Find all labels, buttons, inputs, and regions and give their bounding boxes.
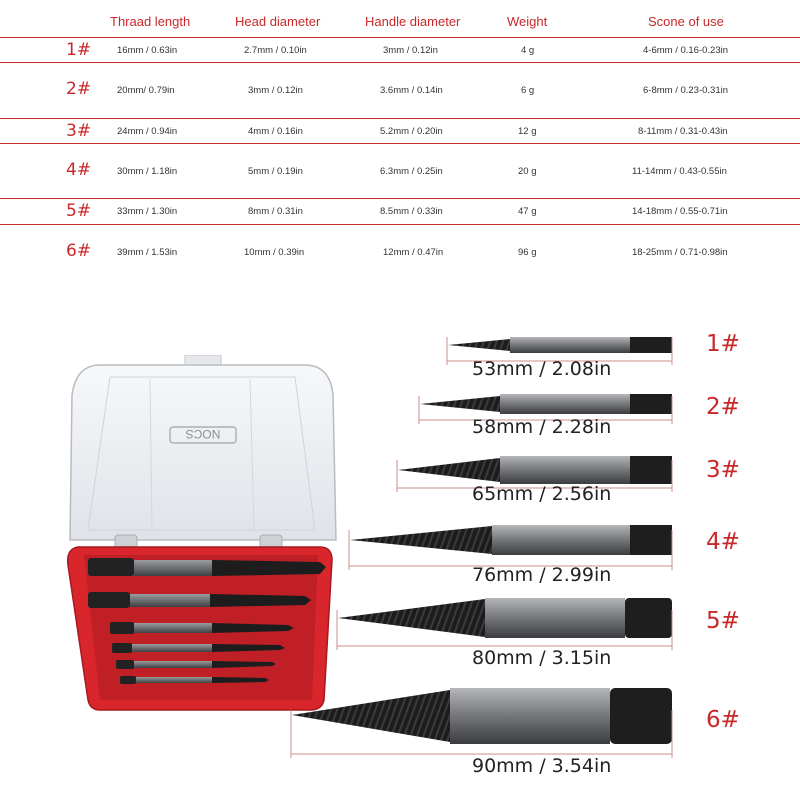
cell-weight: 96 g bbox=[518, 247, 537, 258]
cell-thread-length: 33mm / 1.30in bbox=[117, 206, 178, 217]
table-divider bbox=[0, 118, 800, 119]
header-head-diameter: Head diameter bbox=[235, 14, 321, 29]
header-handle-diameter: Handle diameter bbox=[365, 14, 461, 29]
cell-handle-diameter: 3.6mm / 0.14in bbox=[380, 85, 443, 96]
row-number: 3# bbox=[66, 121, 92, 141]
bit-5-number: 5# bbox=[706, 608, 740, 634]
table-divider bbox=[0, 198, 800, 199]
cell-weight: 47 g bbox=[518, 206, 537, 217]
cell-weight: 12 g bbox=[518, 126, 537, 137]
cell-thread-length: 39mm / 1.53in bbox=[117, 247, 178, 258]
cell-thread-length: 24mm / 0.94in bbox=[117, 126, 178, 137]
table-divider bbox=[0, 62, 800, 63]
cell-weight: 6 g bbox=[521, 85, 535, 96]
row-number: 4# bbox=[66, 160, 92, 180]
bit-5-length: 80mm / 3.15in bbox=[472, 647, 612, 669]
bit-3-length: 65mm / 2.56in bbox=[472, 483, 612, 505]
bit-2-length: 58mm / 2.28in bbox=[472, 416, 612, 438]
header-scope-of-use: Scone of use bbox=[648, 14, 724, 29]
cell-thread-length: 30mm / 1.18in bbox=[117, 166, 178, 177]
cell-head-diameter: 5mm / 0.19in bbox=[248, 166, 303, 177]
cell-scope: 14-18mm / 0.55-0.71in bbox=[632, 206, 728, 217]
cell-thread-length: 16mm / 0.63in bbox=[117, 45, 178, 56]
cell-head-diameter: 10mm / 0.39in bbox=[244, 247, 305, 258]
cell-scope: 4-6mm / 0.16-0.23in bbox=[643, 45, 729, 56]
bit-6-number: 6# bbox=[706, 707, 740, 733]
bit-3-number: 3# bbox=[706, 457, 740, 483]
table-divider bbox=[0, 224, 800, 225]
row-number: 6# bbox=[66, 241, 92, 261]
bit-6-length: 90mm / 3.54in bbox=[472, 755, 612, 777]
cell-scope: 6-8mm / 0.23-0.31in bbox=[643, 85, 729, 96]
bit-1-number: 1# bbox=[706, 331, 740, 357]
row-number: 2# bbox=[66, 79, 92, 99]
cell-head-diameter: 4mm / 0.16in bbox=[248, 126, 303, 137]
row-number: 1# bbox=[66, 40, 92, 60]
table-divider bbox=[0, 37, 800, 38]
header-weight: Weight bbox=[507, 14, 548, 29]
bit-1-length: 53mm / 2.08in bbox=[472, 358, 612, 380]
cell-scope: 18-25mm / 0.71-0.98in bbox=[632, 247, 728, 258]
cell-handle-diameter: 8.5mm / 0.33in bbox=[380, 206, 443, 217]
cell-scope: 11-14mm / 0.43-0.55in bbox=[632, 166, 727, 177]
cell-thread-length: 20mm/ 0.79in bbox=[117, 85, 175, 96]
extractor-bit-5 bbox=[337, 598, 672, 650]
cell-weight: 4 g bbox=[521, 45, 535, 56]
cell-head-diameter: 8mm / 0.31in bbox=[248, 206, 303, 217]
spec-table bbox=[0, 0, 800, 270]
bits-size-chart bbox=[280, 320, 800, 800]
bit-4-length: 76mm / 2.99in bbox=[472, 564, 612, 586]
cell-handle-diameter: 12mm / 0.47in bbox=[383, 247, 444, 258]
table-divider bbox=[0, 143, 800, 144]
cell-scope: 8-11mm / 0.31-0.43in bbox=[638, 126, 728, 137]
lid-logo: NOCS bbox=[185, 427, 221, 441]
bit-4-number: 4# bbox=[706, 529, 740, 555]
cell-head-diameter: 3mm / 0.12in bbox=[248, 85, 303, 96]
cell-handle-diameter: 3mm / 0.12in bbox=[383, 45, 438, 56]
row-number: 5# bbox=[66, 201, 92, 221]
cell-weight: 20 g bbox=[518, 166, 537, 177]
cell-handle-diameter: 6.3mm / 0.25in bbox=[380, 166, 443, 177]
bit-2-number: 2# bbox=[706, 394, 740, 420]
cell-handle-diameter: 5.2mm / 0.20in bbox=[380, 126, 443, 137]
extractor-bit-6 bbox=[291, 688, 672, 758]
cell-head-diameter: 2.7mm / 0.10in bbox=[244, 45, 307, 56]
header-thread-length: Thraad length bbox=[110, 14, 191, 29]
